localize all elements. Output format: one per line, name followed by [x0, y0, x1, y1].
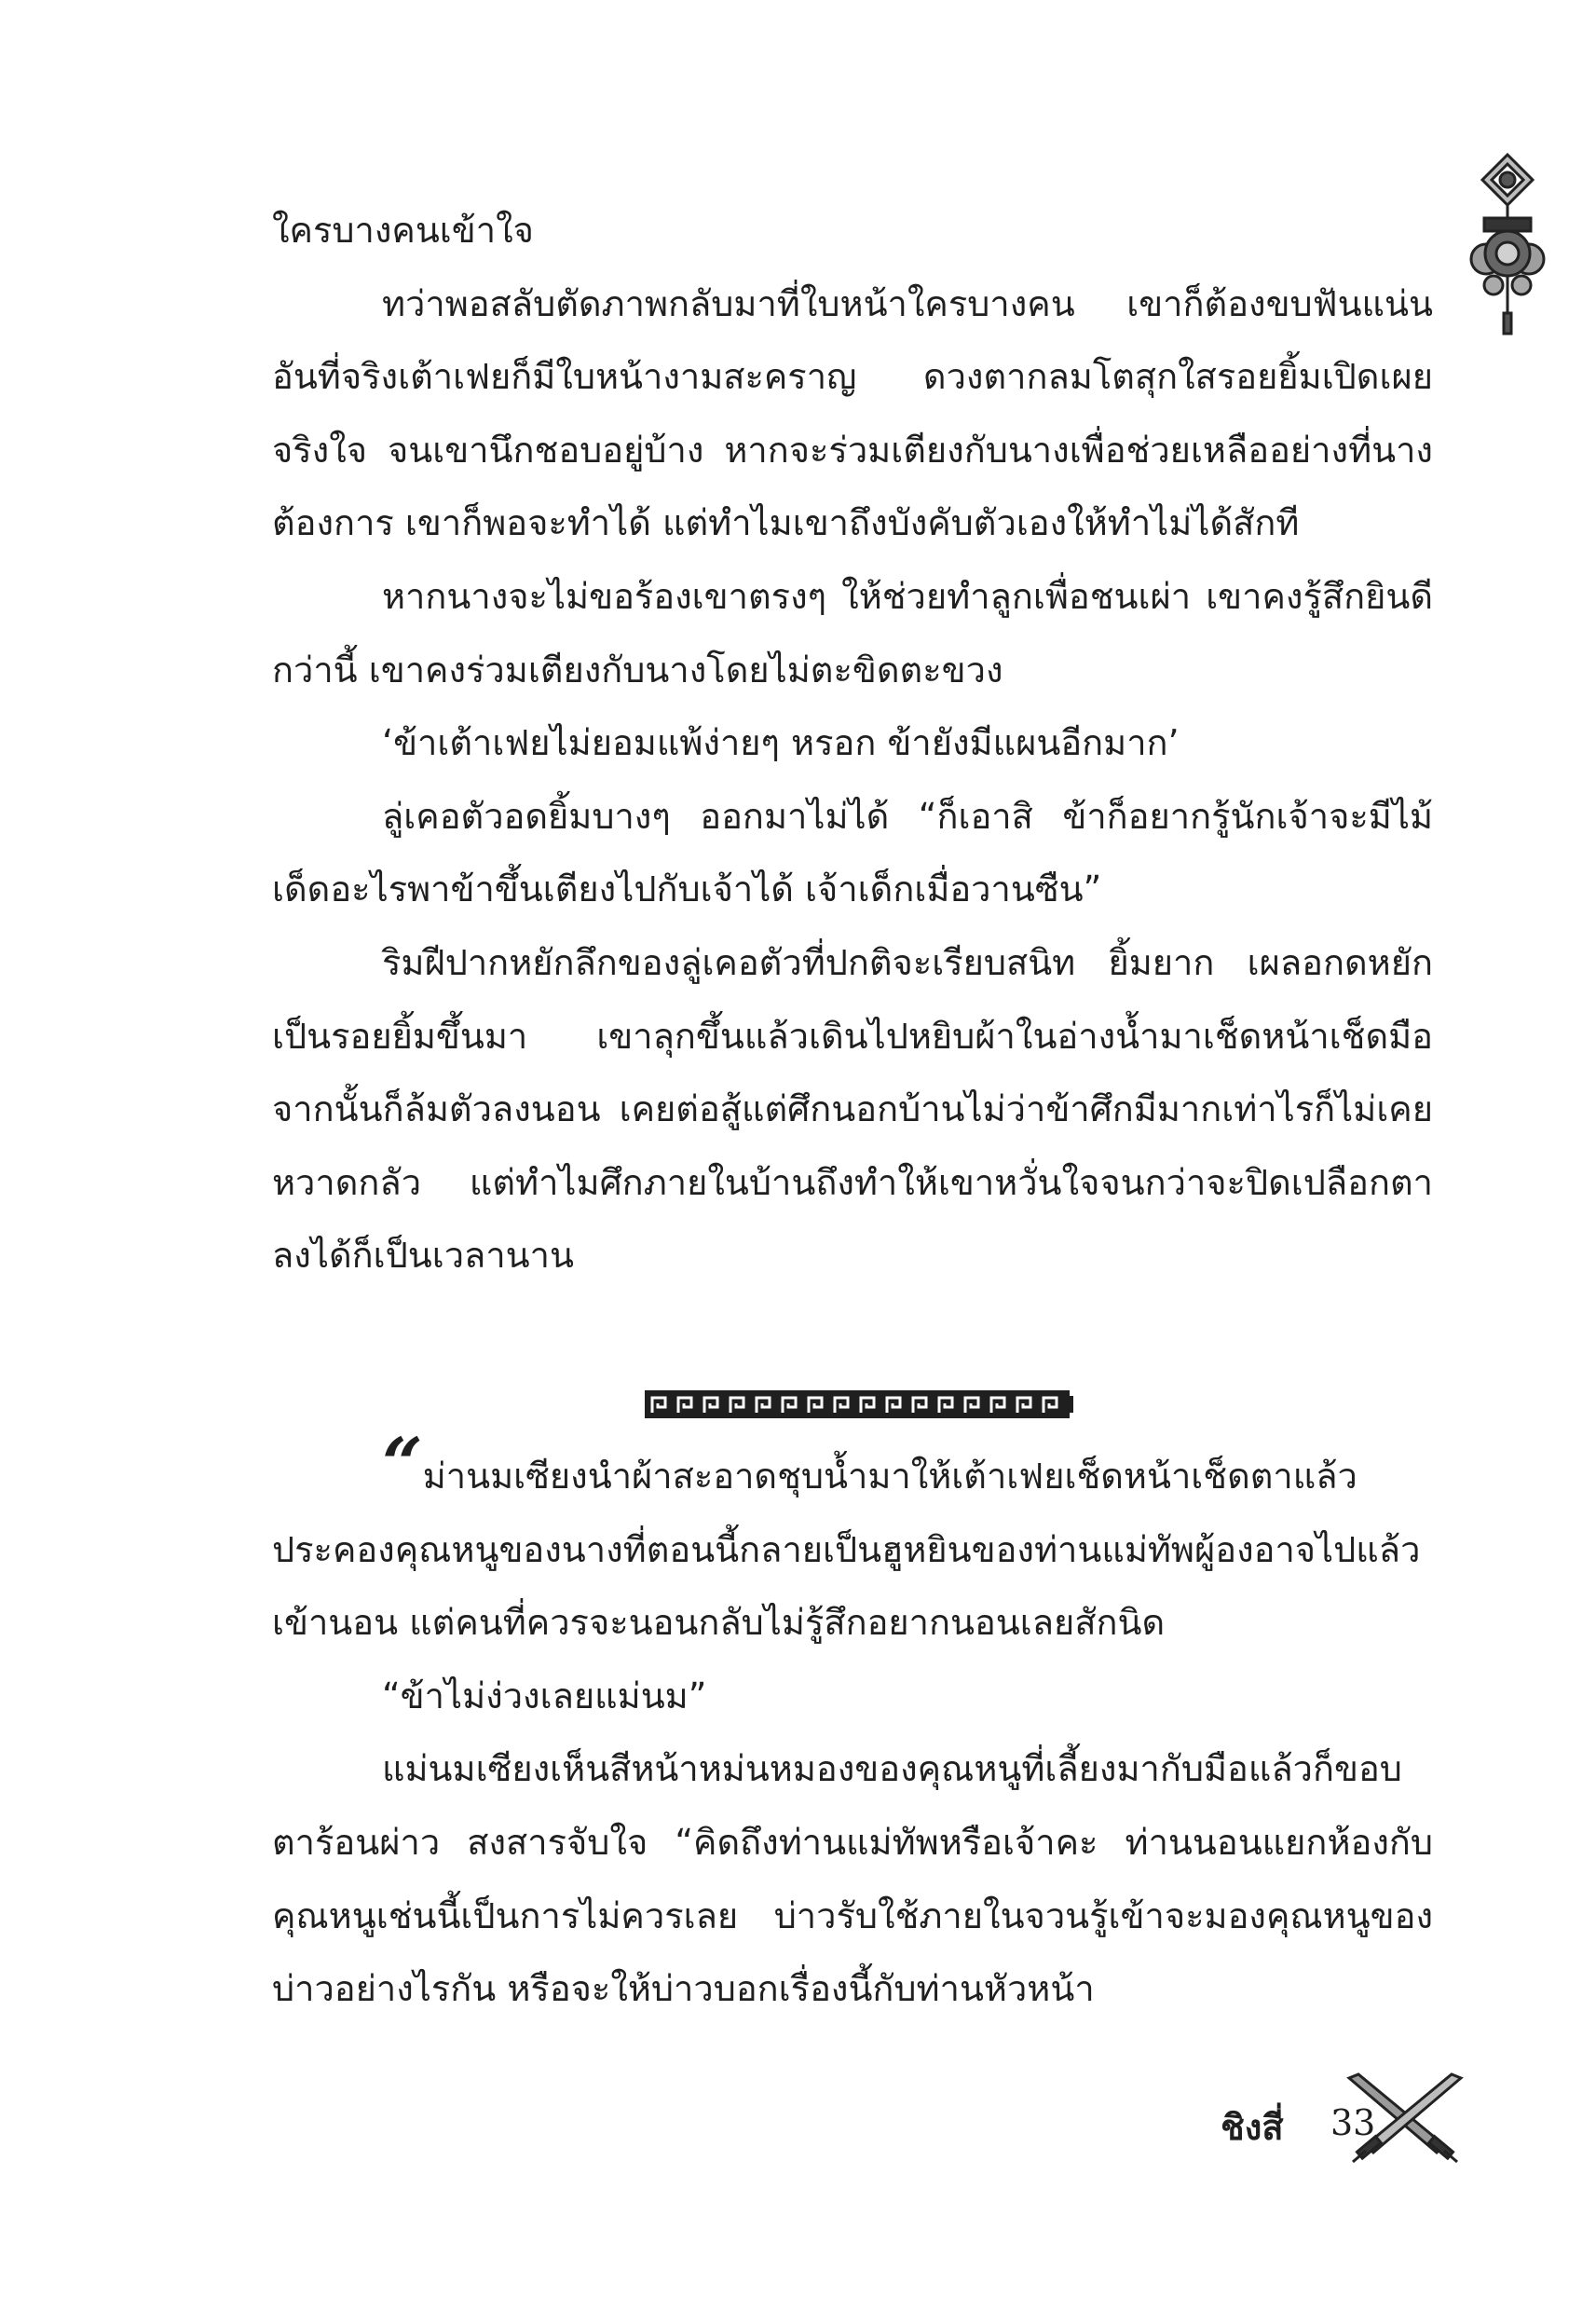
body-text-bottom — [272, 1422, 1433, 2026]
paragraph-continuation: ใครบางคนเข้าใจ — [272, 210, 534, 251]
opening-quote-mark: “ — [382, 1422, 417, 1505]
paragraph-dialogue: “ข้าไม่ง่วงเลยแม่นม” — [382, 1675, 707, 1716]
section-separator-ornament — [645, 1388, 1073, 1420]
paragraph: ลู่เคอตัวอดยิ้มบางๆ ออกมาไม่ได้ “ก็เอาสิ ข้าก็อยากรู้นักเจ้าจะมีไม้เด็ดอะไรพาข้าขึ้นเตียงไปกับเจ้าได้ เจ้าเด็กเมื่อวานซืน” — [272, 795, 1433, 910]
page-number: 33 — [1330, 2102, 1376, 2143]
opening-paragraph-text: ม่านมเซียงนำผ้าสะอาดชุบน้ำมาให้เต้าเฟยเช็ดหน้าเช็ดตาแล้วประคองคุณหนูของนางที่ตอนนี้กลายเป็นฮูหยินของท่านแม่ทัพผู้องอาจไปแล้วเข้านอน แต่คนที่ควรจะนอนกลับไม่รู้สึกอยากนอนเลยสักนิด — [272, 1456, 1421, 1644]
paragraph: แม่นมเซียงเห็นสีหน้าหม่นหมองของคุณหนูที่เลี้ยงมากับมือแล้วก็ขอบตาร้อนผ่าว สงสารจับใจ “คิดถึงท่านแม่ทัพหรือเจ้าคะ ท่านนอนแยกห้องกับคุณหนูเช่นนี้เป็นการไม่ควรเลย บ่าวรับใช้ภายในจวนรู้เข้าจะมองคุณหนูของบ่าวอย่างไรกัน หรือจะให้บ่าวบอกเรื่องนี้กับท่านหัวหน้า — [272, 1748, 1433, 2010]
body-text-top — [272, 194, 1433, 1292]
ornamental-knot-emblem-icon — [1456, 149, 1559, 345]
paragraph: หากนางจะไม่ขอร้องเขาตรงๆ ให้ช่วยทำลูกเพื่อชนเผ่า เขาคงรู้สึกยินดีกว่านี้ เขาคงร่วมเตียงกับนางโดยไม่ตะขิดตะขวง — [272, 575, 1433, 691]
paragraph: ริมฝีปากหยักลึกของลู่เคอตัวที่ปกติจะเรียบสนิท ยิ้มยาก เผลอกดหยักเป็นรอยยิ้มขึ้นมา เขาลุกขึ้นแล้วเดินไปหยิบผ้าในอ่างน้ำมาเช็ดหน้าเช็ดมือ จากนั้นก็ล้มตัวลงนอน เคยต่อสู้แต่ศึกนอกบ้านไม่ว่าข้าศึกมีมากเท่าไรก็ไม่เคยหวาดกลัว แต่ทำไมศึกภายในบ้านถึงทำให้เขาหวั่นใจจนกว่าจะปิดเปลือกตาลงได้ก็เป็นเวลานาน — [272, 941, 1433, 1277]
opening-paragraph — [272, 1422, 1433, 1660]
book-title: ชิงสี่ — [1221, 2106, 1284, 2148]
crossed-swords-icon — [1340, 2071, 1470, 2164]
paragraph: ทว่าพอสลับตัดภาพกลับมาที่ใบหน้าใครบางคน เขาก็ต้องขบฟันแน่น อันที่จริงเต้าเฟยก็มีใบหน้างามสะคราญ ดวงตากลมโตสุกใสรอยยิ้มเปิดเผยจริงใจ จนเขานึกชอบอยู่บ้าง หากจะร่วมเตียงกับนางเพื่อช่วยเหลืออย่างที่นางต้องการ เขาก็พอจะทำได้ แต่ทำไมเขาถึงบังคับตัวเองให้ทำไม่ได้สักที — [272, 282, 1433, 544]
paragraph-thought: ‘ข้าเต้าเฟยไม่ยอมแพ้ง่ายๆ หรอก ข้ายังมีแผนอีกมาก’ — [382, 722, 1180, 764]
